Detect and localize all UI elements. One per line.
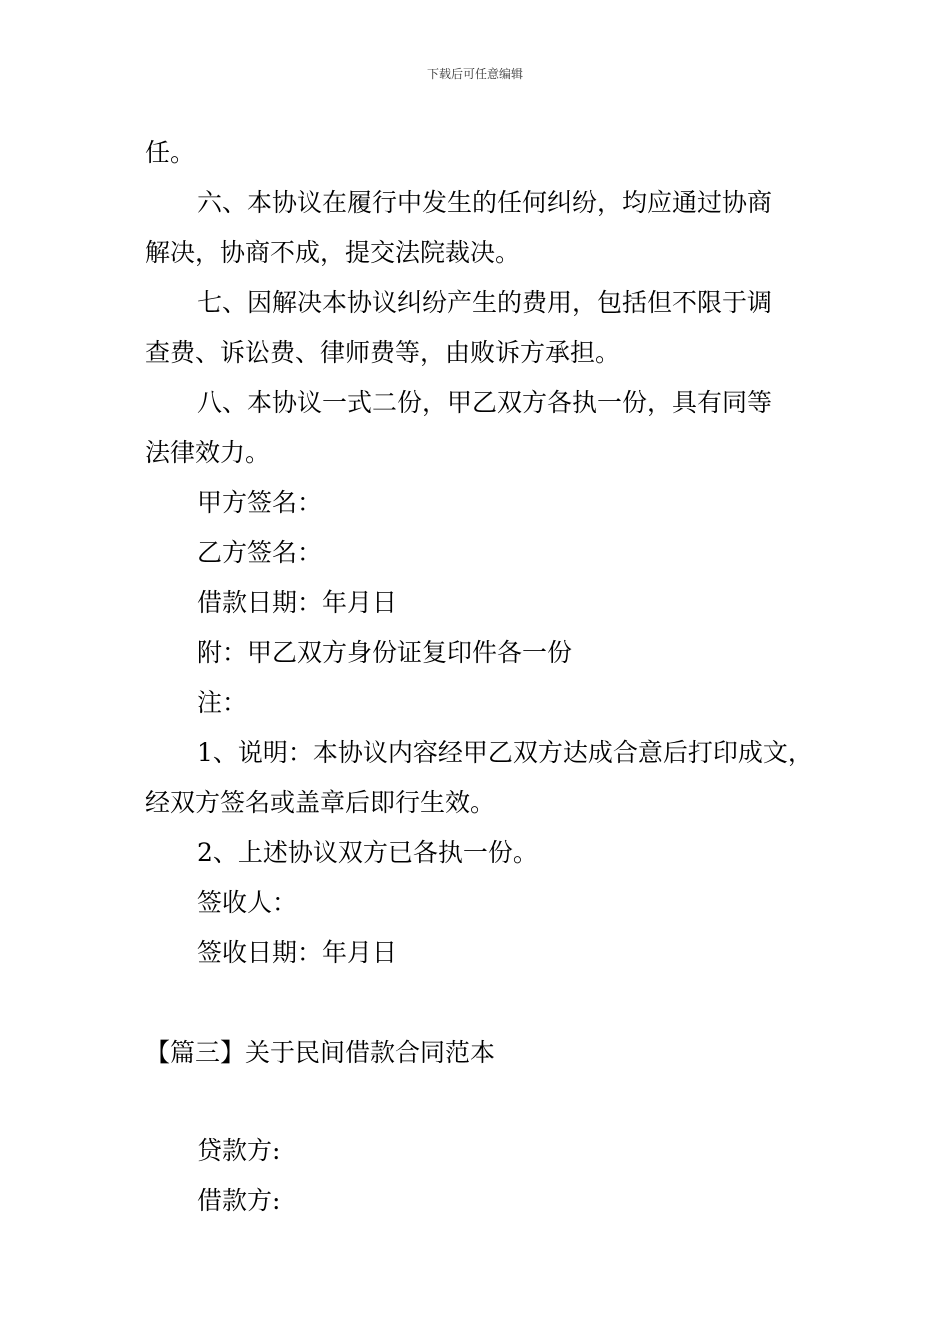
clause-seven-continuation: 查费、诉讼费、律师费等，由败诉方承担。 — [145, 338, 621, 367]
note-two-line: 2、上述协议双方已各执一份。 — [197, 838, 538, 867]
party-a-signature: 甲方签名： — [197, 488, 323, 517]
borrower-field: 借款方: — [197, 1186, 281, 1215]
note-one-line: 1、说明：本协议内容经甲乙双方达成合意后打印成文， — [197, 738, 813, 767]
page-header: 下载后可任意编辑 — [426, 67, 523, 81]
receiver-signature: 签收人： — [197, 888, 298, 917]
clause-six-line: 六、本协议在履行中发生的任何纠纷，均应通过协商 — [197, 188, 773, 217]
note-heading: 注： — [197, 688, 248, 717]
party-b-signature: 乙方签名： — [197, 538, 323, 567]
clause-seven-line: 七、因解决本协议纠纷产生的费用，包括但不限于调 — [197, 288, 773, 317]
section-three-title: 【篇三】关于民间借款合同范本 — [145, 1038, 496, 1067]
receipt-date: 签收日期：年月日 — [197, 938, 398, 967]
attachment-note: 附：甲乙双方身份证复印件各一份 — [197, 638, 573, 667]
spacer — [145, 1078, 825, 1126]
document-body — [145, 128, 825, 1226]
clause-eight-continuation: 法律效力。 — [145, 438, 271, 467]
lender-field: 贷款方: — [197, 1136, 281, 1165]
paragraph-line: 任。 — [145, 138, 196, 167]
clause-eight-line: 八、本协议一式二份，甲乙双方各执一份，具有同等 — [197, 388, 773, 417]
loan-date: 借款日期：年月日 — [197, 588, 398, 617]
clause-six-continuation: 解决，协商不成，提交法院裁决。 — [145, 238, 521, 267]
spacer — [145, 978, 825, 1028]
note-one-continuation: 经双方签名或盖章后即行生效。 — [145, 788, 496, 817]
